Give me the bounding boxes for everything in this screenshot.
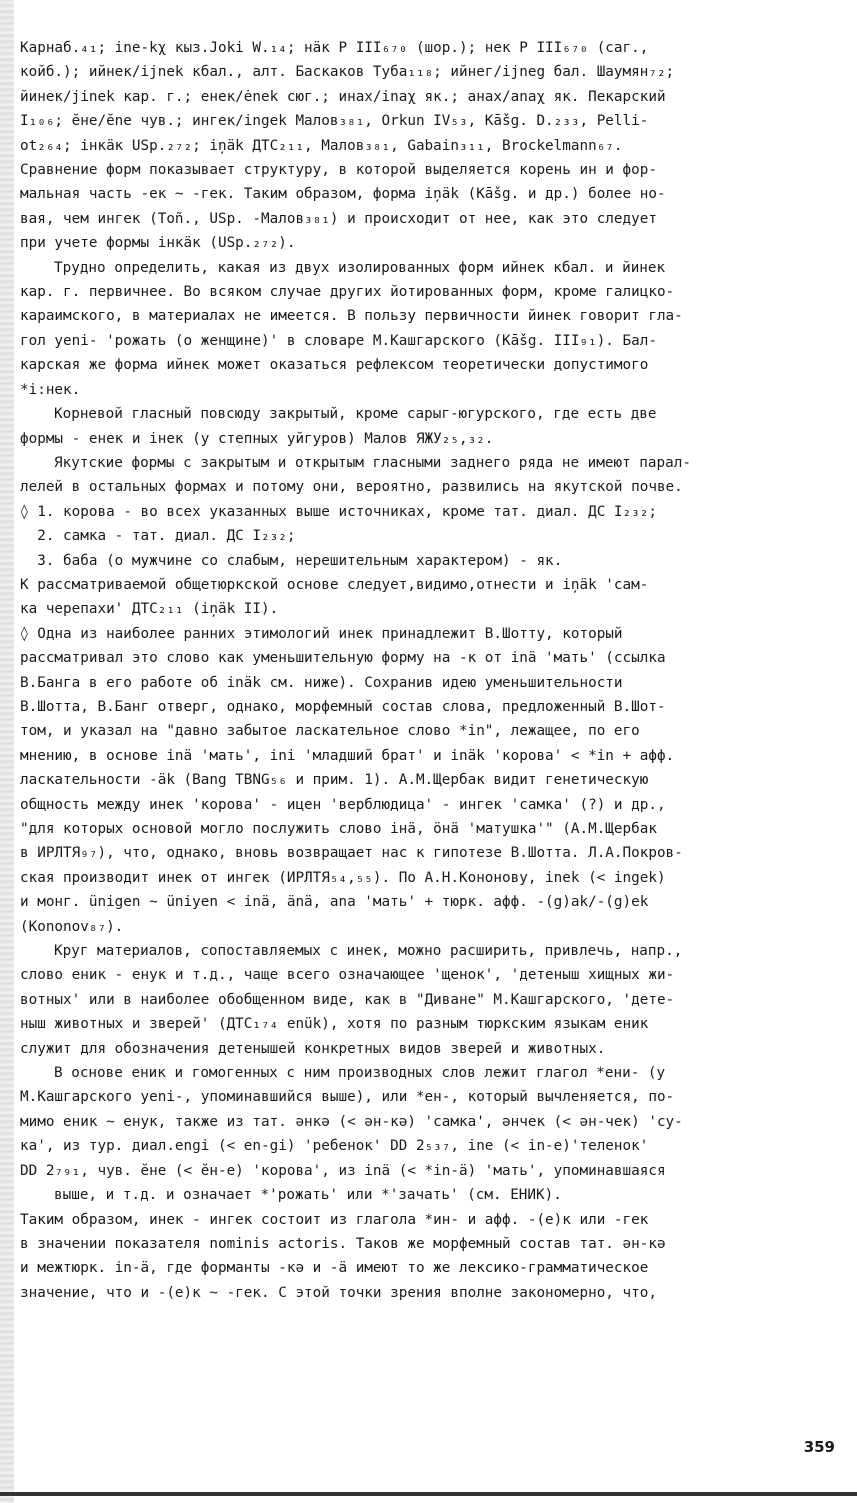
text-line: рассматривал это слово как уменьшительную форму на -к от inӓ 'мать' (ссылка xyxy=(20,650,666,667)
text-line: ка', из тур. диал.engi (< en-gi) 'ребенок' DD 2₅₃₇, ine (< in-e)'теленок' xyxy=(20,1138,649,1155)
text-line: *i:нек. xyxy=(20,381,81,398)
text-line: мнению, в основе inӓ 'мать', ini 'младший брат' и inӓk 'корова' < *in + афф. xyxy=(20,747,675,764)
text-line: Корневой гласный повсюду закрытый, кроме сарыг-югурского, где есть две xyxy=(54,406,657,423)
text-line: ot₂₆₄; iнкӓк USp.₂₇₂; iņӓk ДТС₂₁₁, Малов₃₈₁, Gabain₃₁₁, Brockelmann₆₇. xyxy=(20,137,623,154)
text-line: Карнаб.₄₁; ine-kχ кыз.Joki W.₁₄; нӓк P III₆₇₀ (шор.); нек P III₆₇₀ (саг., xyxy=(20,40,649,56)
text-line: мальная часть -ек ~ -гек. Таким образом, форма iņӓk (Kāšg. и др.) более но- xyxy=(20,186,666,203)
text-line: кар. г. первичнее. Во всяком случае других йотированных форм, кроме галицко- xyxy=(20,284,675,301)
text-line: ◊ 1. корова - во всех указанных выше источниках, кроме тат. диал. ДС I₂₃₂; xyxy=(20,503,657,520)
text-line: йинек/jinek кар. г.; енек/ėnek сюг.; инах/inaχ як.; анах/anaχ як. Пекарский xyxy=(20,88,666,105)
text-line: при учете формы iнкӓк (USp.₂₇₂). xyxy=(20,235,296,252)
text-line: карская же форма ийнек может оказаться рефлексом теоретически допустимого xyxy=(20,357,649,374)
text-line: лелей в остальных формах и потому они, вероятно, развились на якутской почве. xyxy=(20,479,683,496)
text-line: вотных' или в наиболее обобщенном виде, как в "Диване" М.Кашгарского, 'дете- xyxy=(20,991,675,1008)
text-line: в значении показателя nominis actoris. Таков же морфемный состав тат. ән-кә xyxy=(20,1235,666,1252)
text-line: В.Банга в его работе об inӓk см. ниже). Сохранив идею уменьшительности xyxy=(20,674,623,691)
text-line: вая, чем ингек (Тоñ., USp. -Малов₃₈₁) и происходит от нее, как это следует xyxy=(20,210,657,227)
text-line: койб.); ийнек/ijnek кбал., алт. Баскаков Туба₁₁₈; ийнег/ijneg бал. Шаумян₇₂; xyxy=(20,64,675,81)
text-line: В основе еник и гомогенных с ним производных слов лежит глагол *ени- (у xyxy=(54,1065,666,1082)
text-line: Круг материалов, сопоставляемых с инек, можно расширить, привлечь, напр., xyxy=(54,943,683,960)
text-line: Трудно определить, какая из двух изолированных форм ийнек кбал. и йинек xyxy=(54,259,666,276)
text-line: формы - енек и iнек (у степных уйгуров) Малов ЯЖУ₂₅,₃₂. xyxy=(20,430,494,447)
text-line: ская производит инек от ингек (ИРЛТЯ₅₄,₅₅). По А.Н.Кононову, inek (< ingek) xyxy=(20,869,666,886)
text-line: 3. баба (о мужчине со слабым, нерешительным характером) - як. xyxy=(20,552,563,569)
text-line: К рассматриваемой общетюркской основе следует,видимо,отнести и iņӓk 'сам- xyxy=(20,576,649,593)
text-line: В.Шотта, В.Банг отверг, однако, морфемный состав слова, предложенный В.Шот- xyxy=(20,698,666,715)
text-line: Якутские формы с закрытым и открытым гласными заднего ряда не имеют парал- xyxy=(54,454,691,471)
text-line: (Kononov₈₇). xyxy=(20,918,124,935)
text-line: Сравнение форм показывает структуру, в которой выделяется корень ин и фор- xyxy=(20,162,657,179)
text-line: Таким образом, инек - ингек состоит из глагола *ин- и афф. -(е)к или -гек xyxy=(20,1211,649,1228)
text-line: служит для обозначения детенышей конкретных видов зверей и животных. xyxy=(20,1040,606,1057)
text-line: 2. самка - тат. диал. ДС I₂₃₂; xyxy=(20,528,296,545)
text-line: ныш животных и зверей' (ДТС₁₇₄ enük), хотя по разным тюркским языкам еник xyxy=(20,1016,649,1033)
text-line: гол yeni- 'рожать (о женщине)' в словаре М.Кашгарского (Kāšg. III₉₁). Бал- xyxy=(20,332,657,349)
bottom-border xyxy=(0,1492,857,1496)
text-line: мимо еник ~ енук, также из тат. әнкә (< ән-кә) 'самка', әнчек (< ән-чек) 'су- xyxy=(20,1113,683,1130)
page-number: 359 xyxy=(803,1438,835,1456)
text-line: и монг. ünigen ~ üniyen < inӓ, änӓ, ana 'мать' + тюрк. афф. -(g)ak/-(g)ek xyxy=(20,894,649,911)
text-line: I₁₀₆; ӗне/ĕne чув.; ингек/ingek Малов₃₈₁, Orkun IV₅₃, Kāšg. D.₂₃₃, Pelli- xyxy=(20,113,649,130)
text-line: слово еник - енук и т.д., чаще всего означающее 'щенок', 'детеныш хищных жи- xyxy=(20,967,675,984)
text-line: том, и указал на "давно забытое ласкательное слово *in", лежащее, по его xyxy=(20,723,640,740)
text-line: ◊ Одна из наиболее ранних этимологий инек принадлежит В.Шотту, который xyxy=(20,625,623,642)
text-line: значение, что и -(е)к ~ -гек. С этой точки зрения вполне закономерно, что, xyxy=(20,1284,657,1301)
text-line: ласкательности -ӓk (Bang TBNG₅₆ и прим. 1). А.М.Щербак видит генетическую xyxy=(20,772,649,789)
text-line: DD 2₇₉₁, чув. ӗне (< ӗн-е) 'корова', из inӓ (< *in-ӓ) 'мать', упоминавшаяся xyxy=(20,1162,666,1179)
text-line: выше, и т.д. и означает *'рожать' или *'зачать' (см. ЕНИК). xyxy=(54,1187,562,1204)
text-line: "для которых основой могло послужить слово iнӓ, ӧнӓ 'матушка'" (А.М.Щербак xyxy=(20,821,657,837)
text-line: общность между инек 'корова' - ицен 'верблюдица' - ингек 'самка' (?) и др., xyxy=(20,796,666,813)
dictionary-entry-text xyxy=(20,36,846,1305)
text-line: ка черепахи' ДТС₂₁₁ (iņӓk II). xyxy=(20,601,279,618)
text-line: караимского, в материалах не имеется. В пользу первичности йинек говорит гла- xyxy=(20,308,683,325)
text-line: в ИРЛТЯ₉₇), что, однако, вновь возвращает нас к гипотезе В.Шотта. Л.А.Покров- xyxy=(20,845,683,862)
text-line: и межтюрк. in-ӓ, где форманты -кә и -ӓ имеют то же лексико-грамматическое xyxy=(20,1260,649,1277)
text-line: М.Кашгарского yeni-, упоминавшийся выше), или *ен-, который вычленяется, по- xyxy=(20,1089,675,1106)
scan-edge-shadow xyxy=(0,0,14,1503)
